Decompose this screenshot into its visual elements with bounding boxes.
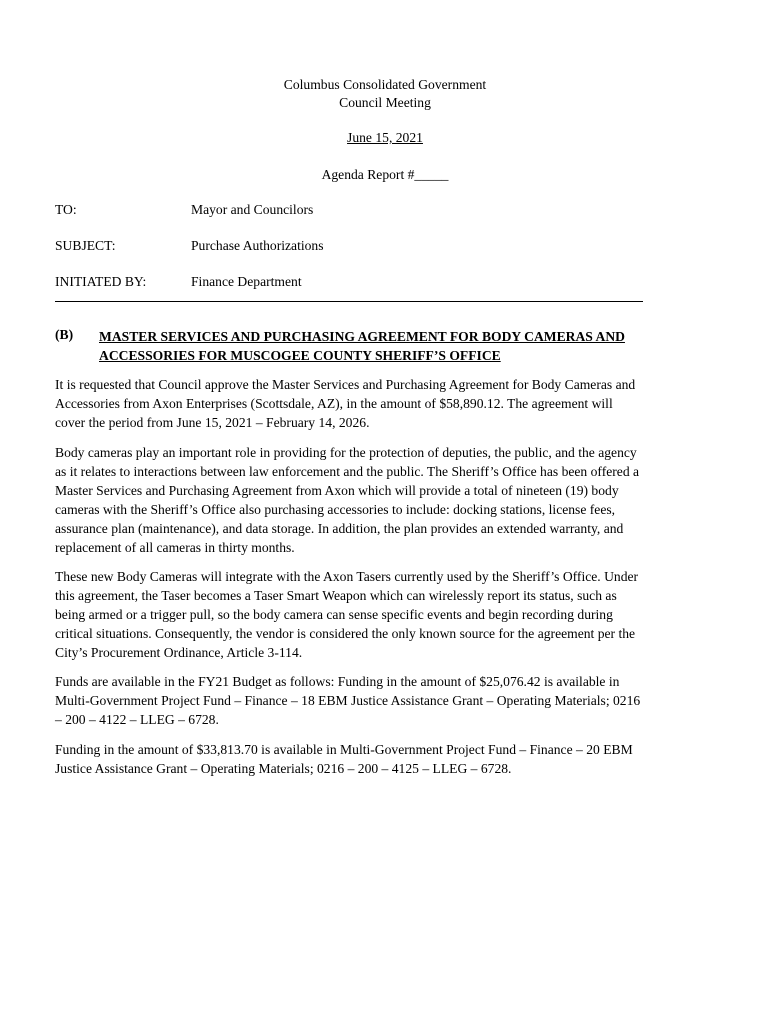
paragraph-line: cover the period from June 15, 2021 – February 14, 2026.: [55, 415, 370, 430]
paragraph-line: as it relates to interactions between law enforcement and the public. The Sheriff’s Office has been offered a: [55, 464, 640, 479]
paragraph-line: assurance plan (maintenance), and data storage. In addition, the plan provides an extended warranty, and: [55, 521, 624, 536]
initiated-by-value: Finance Department: [191, 274, 302, 289]
paragraph-line: City’s Procurement Ordinance, Article 3-114.: [55, 645, 303, 660]
paragraph-line: Justice Assistance Grant – Operating Materials; 0216 – 200 – 4125 – LLEG – 6728.: [55, 761, 512, 776]
paragraph-line: critical situations. Consequently, the vendor is considered the only known source for the agreement per the: [55, 626, 636, 641]
section-title-line-1: MASTER SERVICES AND PURCHASING AGREEMENT FOR BODY CAMERAS AND: [99, 329, 625, 344]
paragraph-funding-fy21: [55, 672, 715, 729]
section-title-line-2: ACCESSORIES FOR MUSCOGEE COUNTY SHERIFF’S OFFICE: [99, 348, 501, 363]
agenda-report-number: Agenda Report #_____: [321, 167, 449, 182]
paragraph-funding-20-ebm: [55, 740, 715, 778]
to-value: Mayor and Councilors: [191, 202, 314, 217]
paragraph-line: Funding in the amount of $33,813.70 is available in Multi-Government Project Fund – Finance – 20 EBM: [55, 742, 633, 757]
meeting-title: Council Meeting: [339, 95, 431, 110]
section-title: [99, 327, 719, 365]
paragraph-line: – 200 – 4122 – LLEG – 6728.: [55, 712, 219, 727]
paragraph-line: replacement of all cameras in thirty months.: [55, 540, 295, 555]
header-divider: [55, 301, 643, 302]
paragraph-request: [55, 375, 715, 432]
paragraph-line: Master Services and Purchasing Agreement from Axon which will provide a total of nineteen (19) body: [55, 483, 619, 498]
paragraph-line: being armed or a trigger pull, so the body camera can sense specific events and begin recording during: [55, 607, 613, 622]
meeting-date: June 15, 2021: [347, 130, 423, 145]
paragraph-line: These new Body Cameras will integrate with the Axon Tasers currently used by the Sheriff’s Office. Under: [55, 569, 639, 584]
initiated-by-label: INITIATED BY:: [55, 274, 147, 289]
paragraph-taser-integration: [55, 567, 715, 662]
paragraph-line: Funds are available in the FY21 Budget as follows: Funding in the amount of $25,076.42 is available in: [55, 674, 620, 689]
paragraph-body-cameras: [55, 443, 715, 557]
subject-label: SUBJECT:: [55, 238, 116, 253]
paragraph-line: this agreement, the Taser becomes a Taser Smart Weapon which can wirelessly report its status, such as: [55, 588, 617, 603]
subject-value: Purchase Authorizations: [191, 238, 324, 253]
meeting-date-wrapper: [0, 130, 770, 146]
section-letter: (B): [55, 327, 74, 342]
paragraph-line: cameras with the Sheriff’s Office also purchasing accessories to include: docking stations, license fees,: [55, 502, 616, 517]
paragraph-line: Accessories from Axon Enterprises (Scottsdale, AZ), in the amount of $58,890.12. The agreement will: [55, 396, 613, 411]
org-name: Columbus Consolidated Government: [283, 77, 487, 92]
paragraph-line: Multi-Government Project Fund – Finance – 18 EBM Justice Assistance Grant – Operating Materials; 0216: [55, 693, 641, 708]
paragraph-line: Body cameras play an important role in providing for the protection of deputies, the public, and the agency: [55, 445, 637, 460]
to-label: TO:: [55, 202, 77, 217]
paragraph-line: It is requested that Council approve the Master Services and Purchasing Agreement for Body Cameras and: [55, 377, 636, 392]
